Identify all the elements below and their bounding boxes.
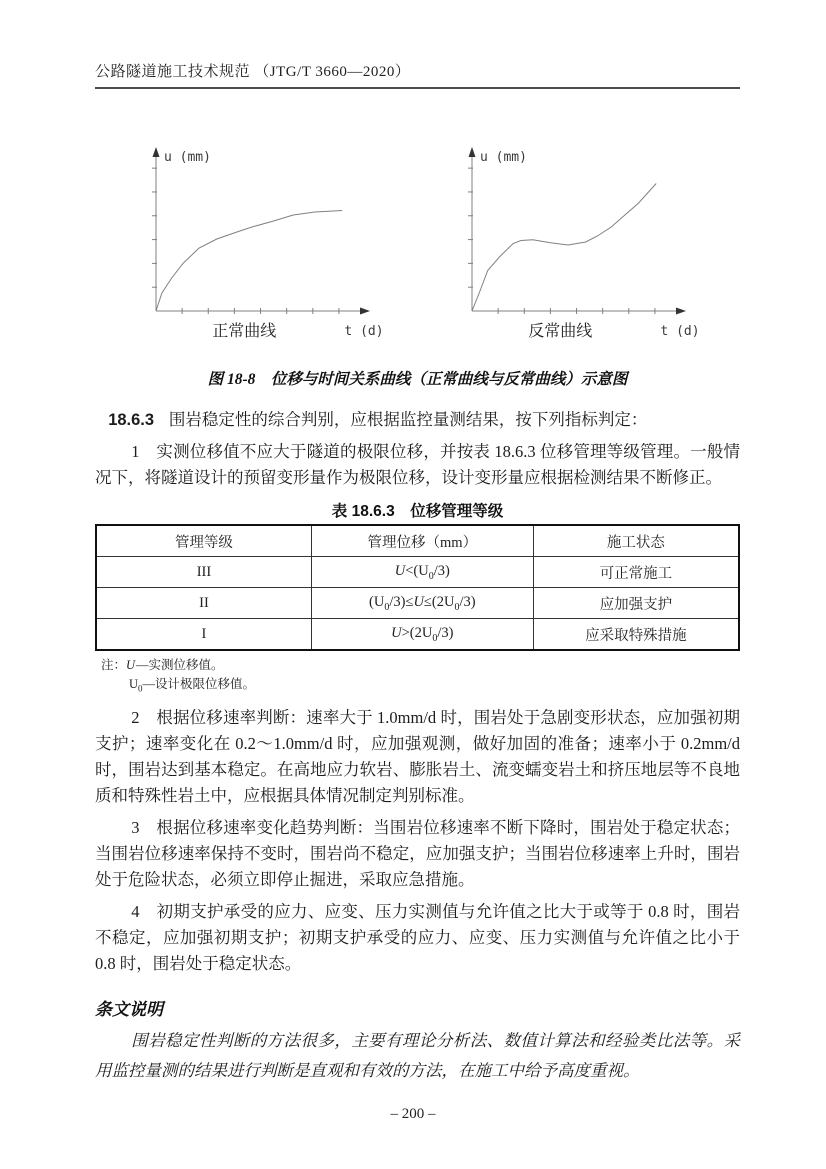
table-row xyxy=(96,557,739,588)
figure-charts xyxy=(95,139,740,357)
clause-number: 18.6.3 xyxy=(108,411,155,429)
normal-curve-line xyxy=(156,211,342,312)
note-prefix: 注： xyxy=(101,658,127,672)
table-column-header: 管理位移（mm） xyxy=(311,525,533,557)
clause-items-before-table xyxy=(95,439,740,491)
table-row xyxy=(96,619,739,651)
chart-abnormal-curve xyxy=(440,139,712,357)
chart-normal-curve xyxy=(124,139,396,357)
displacement-formula-cell: $U<(U_0/3)$ xyxy=(311,557,533,588)
figure-18-8 xyxy=(95,139,740,389)
table-header-row xyxy=(96,525,739,557)
displacement-management-table xyxy=(95,524,740,651)
y-axis-arrow-icon xyxy=(468,147,475,157)
x-axis-arrow-icon xyxy=(360,308,370,315)
clause-item-1: 1 实测位移值不应大于隧道的极限位移，并按表 18.6.3 位移管理等级管理。一般情况下，将隧道设计的预留变形量作为极限位移，设计变形量应根据检测结果不断修正。 xyxy=(95,442,740,487)
table-title: 表 18.6.3 位移管理等级 xyxy=(331,503,504,520)
clause-items-after-table xyxy=(95,705,740,977)
curve-name-label: 反常曲线 xyxy=(527,323,592,340)
figure-caption: 图 18-8 位移与时间关系曲线（正常曲线与反常曲线）示意图 xyxy=(207,371,628,388)
table-column-header: 管理等级 xyxy=(96,525,311,557)
commentary-text: 围岩稳定性判断的方法很多，主要有理论分析法、数值计算法和经验类比法等。采用监控量测的结果进行判断是直观和有效的方法，在施工中给予高度重视。 xyxy=(95,1030,740,1080)
clause-18-6-3 xyxy=(95,407,740,433)
clause-item-3: 3 根据位移速率变化趋势判断：当围岩位移速率不断下降时，围岩处于稳定状态；当围岩位移速率保持不变时，围岩尚不稳定，应加强支护；当围岩位移速率上升时，围岩处于危险状态，必须立即停止掘进，采取应急措施。 xyxy=(95,817,740,889)
x-axis-label: t (d) xyxy=(343,324,384,339)
table-note-line: 注：U—实测位移值。 xyxy=(101,658,224,672)
x-axis-arrow-icon xyxy=(676,308,686,315)
grade-cell: I xyxy=(96,619,311,651)
construction-status-cell: 可正常施工 xyxy=(533,557,739,588)
y-axis-label: u (mm) xyxy=(163,150,211,165)
page-header xyxy=(95,0,740,89)
clause-text: 围岩稳定性的综合判别，应根据监控量测结果，按下列指标判定： xyxy=(168,410,648,429)
grade-cell: III xyxy=(96,557,311,588)
y-axis-label: u (mm) xyxy=(479,150,527,165)
commentary-heading: 条文说明 xyxy=(95,999,163,1019)
construction-status-cell: 应采取特殊措施 xyxy=(533,619,739,651)
x-axis-label: t (d) xyxy=(659,324,700,339)
table-column-header: 施工状态 xyxy=(533,525,739,557)
curve-name-label: 正常曲线 xyxy=(211,323,276,340)
clause-item-4: 4 初期支护承受的应力、应变、压力实测值与允许值之比大于或等于 0.8 时，围岩不稳定，应加强初期支护；初期支护承受的应力、应变、压力实测值与允许值之比小于 0.8 时，围岩处于稳定状态。 xyxy=(95,901,740,973)
y-axis-arrow-icon xyxy=(152,147,159,157)
construction-status-cell: 应加强支护 xyxy=(533,588,739,619)
page-number: – 200 – xyxy=(390,1106,436,1122)
table-note-line: $U_0—$设计极限位移值。 xyxy=(129,677,256,694)
abnormal-curve-line xyxy=(472,184,656,312)
displacement-time-chart xyxy=(440,139,712,357)
grade-cell: II xyxy=(96,588,311,619)
table-notes xyxy=(95,656,740,699)
displacement-formula-cell: $(U_0/3)\le U\le(2U_0/3)$ xyxy=(311,588,533,619)
displacement-formula-cell: $U>(2U_0/3)$ xyxy=(311,619,533,651)
running-head-title: 公路隧道施工技术规范 （JTG/T 3660—2020） xyxy=(95,60,740,89)
displacement-time-chart xyxy=(124,139,396,357)
clause-item-2: 2 根据位移速率判断：速率大于 1.0mm/d 时，围岩处于急剧变形状态，应加强初期支护；速率变化在 0.2～1.0mm/d 时，应加强观测，做好加固的准备；速率小于 0.2mm/d 时，围岩达到基本稳定。在高地应力软岩、膨胀岩土、流变蠕变岩土和挤压地层等不良地质和特殊性岩土中，应根据具体情况制定判别标准。 xyxy=(95,707,740,805)
table-row xyxy=(96,588,739,619)
